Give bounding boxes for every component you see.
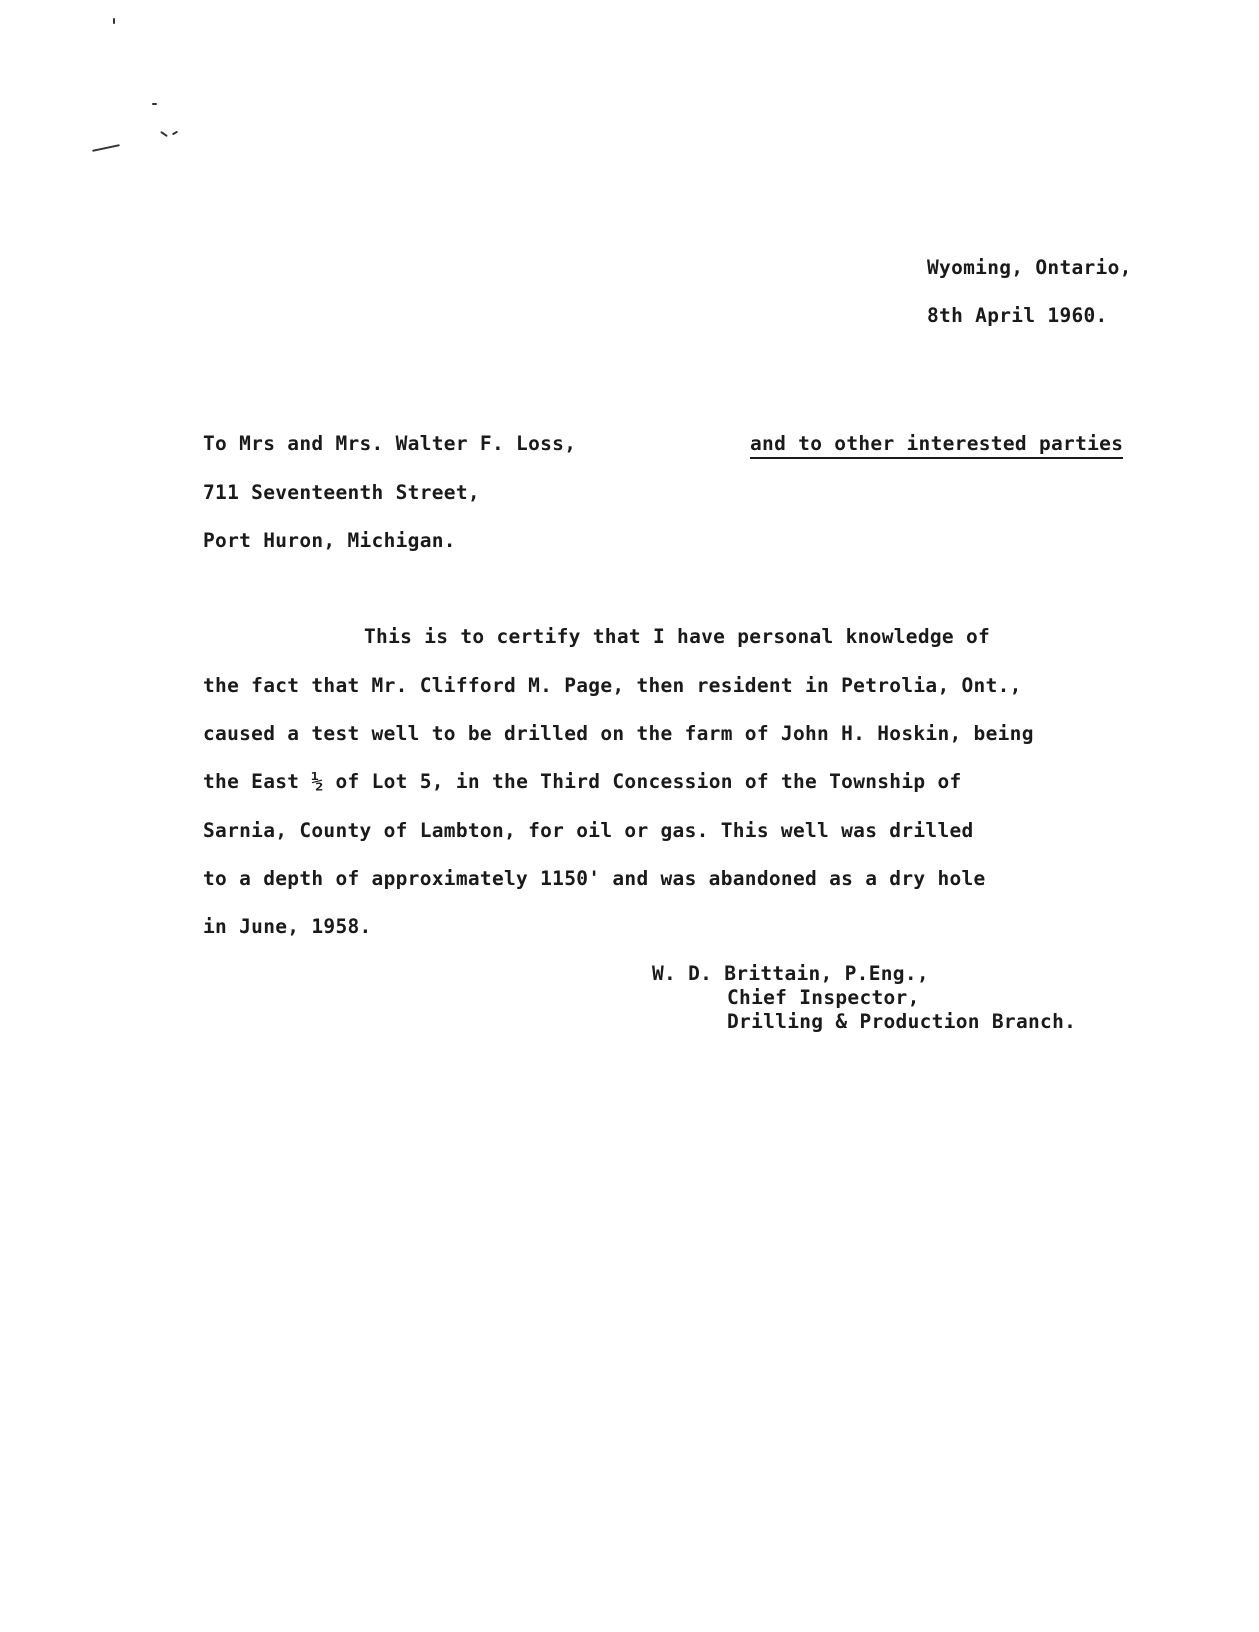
addressee-line-3: Port Huron, Michigan. <box>203 529 456 552</box>
scan-speck <box>152 103 157 105</box>
scan-speck <box>172 131 178 136</box>
signature-title: Chief Inspector, <box>727 986 920 1009</box>
fraction-half: ½ <box>311 770 324 793</box>
letter-place: Wyoming, Ontario, <box>927 256 1132 279</box>
signature-branch: Drilling & Production Branch. <box>727 1010 1077 1033</box>
letter-date: 8th April 1960. <box>927 304 1108 327</box>
body-line-7: in June, 1958. <box>203 915 372 938</box>
scan-speck <box>160 131 168 137</box>
body-line-2: the fact that Mr. Clifford M. Page, then resident in Petrolia, Ont., <box>203 674 1022 697</box>
body-line-6: to a depth of approximately 1150' and was abandoned as a dry hole <box>203 867 986 890</box>
addressee-line-2: 711 Seventeenth Street, <box>203 481 480 504</box>
body-line-1: This is to certify that I have personal knowledge of <box>364 625 991 648</box>
body-line-4-start: the East <box>203 770 300 793</box>
scan-speck <box>92 144 120 152</box>
body-line-5: Sarnia, County of Lambton, for oil or gas. This well was drilled <box>203 819 974 842</box>
body-line-4 <box>203 770 962 793</box>
scan-speck <box>113 18 115 24</box>
also-to-line: and to other interested parties <box>750 432 1123 459</box>
signature-name: W. D. Brittain, P.Eng., <box>652 962 929 985</box>
addressee-line-1: To Mrs and Mrs. Walter F. Loss, <box>203 432 577 455</box>
body-line-3: caused a test well to be drilled on the farm of John H. Hoskin, being <box>203 722 1034 745</box>
body-line-4-end: of Lot 5, in the Third Concession of the Township of <box>335 770 962 793</box>
